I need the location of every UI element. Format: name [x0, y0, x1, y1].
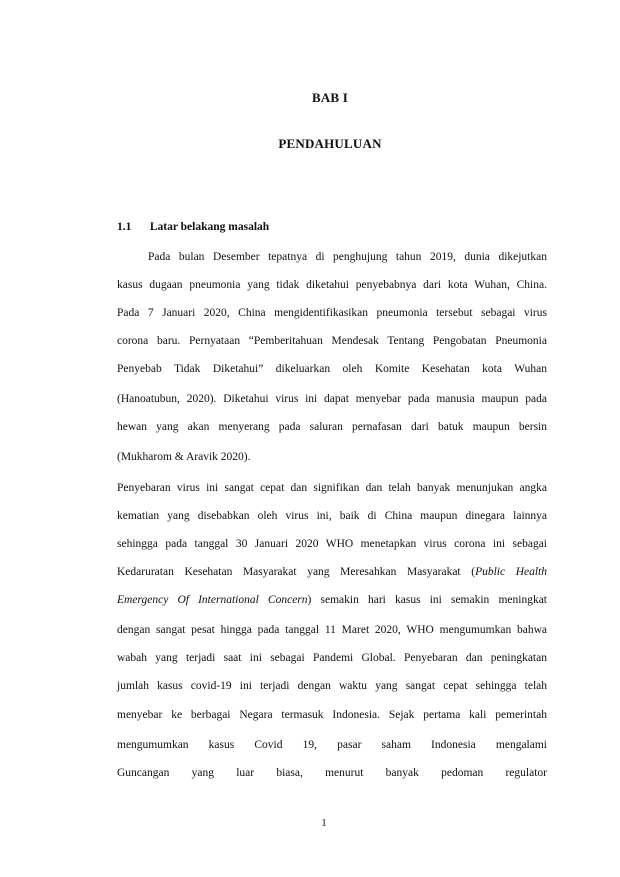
paragraph-line: (Hanoatubun, 2020). Diketahui virus ini dapat menyebar pada manusia maupun pada — [117, 393, 547, 405]
italic-span: Public Health — [475, 566, 547, 578]
paragraph-line: (Mukharom & Aravik 2020). — [117, 451, 251, 463]
paragraph-line: Guncangan yang luar biasa, menurut banyak pedoman regulator — [117, 767, 547, 779]
paragraph-line: Penyebab Tidak Diketahui” dikeluarkan oleh Komite Kesehatan kota Wuhan — [117, 363, 547, 375]
paragraph-line: corona baru. Pernyataan “Pemberitahuan Mendesak Tentang Pengobatan Pneumonia — [117, 335, 547, 347]
section-heading — [117, 221, 269, 233]
paragraph-line: menyebar ke berbagai Negara termasuk Indonesia. Sejak pertama kali pemerintah — [117, 709, 547, 721]
paragraph-line — [117, 565, 547, 579]
paragraph-line: Penyebaran virus ini sangat cepat dan signifikan dan telah banyak menunjukan angka — [117, 482, 547, 494]
paragraph-line: hewan yang akan menyerang pada saluran pernafasan dari batuk maupun bersin — [117, 421, 547, 433]
paragraph-line: jumlah kasus covid-19 ini terjadi dengan waktu yang sangat cepat sehingga telah — [117, 680, 547, 692]
section-number: 1.1 — [117, 221, 132, 233]
paragraph-line: wabah yang terjadi saat ini sebagai Pandemi Global. Penyebaran dan peningkatan — [117, 652, 547, 664]
chapter-subtitle: PENDAHULUAN — [278, 136, 382, 151]
text-span: ) semakin hari kasus ini semakin meningkat — [307, 594, 547, 606]
page-number: 1 — [321, 817, 327, 829]
text-span: Kedaruratan Kesehatan Masyarakat yang Meresahkan Masyarakat ( — [117, 566, 476, 578]
section-title: Latar belakang masalah — [149, 221, 270, 233]
paragraph-line: sehingga pada tanggal 30 Januari 2020 WHO menetapkan virus corona ini sebagai — [117, 538, 547, 550]
paragraph-line: Pada 7 Januari 2020, China mengidentifikasikan pneumonia tersebut sebagai virus — [117, 307, 547, 319]
paragraph-line: mengumumkan kasus Covid 19, pasar saham Indonesia mengalami — [117, 739, 547, 751]
paragraph-line: Pada bulan Desember tepatnya di penghujung tahun 2019, dunia dikejutkan — [148, 251, 547, 263]
paragraph-line — [117, 593, 547, 607]
paragraph-line: kasus dugaan pneumonia yang tidak diketahui penyebabnya dari kota Wuhan, China. — [117, 279, 547, 291]
paragraph-line: dengan sangat pesat hingga pada tanggal 11 Maret 2020, WHO mengumumkan bahwa — [117, 624, 547, 636]
paragraph-line: kematian yang disebabkan oleh virus ini, baik di China maupun dinegara lainnya — [117, 510, 547, 522]
chapter-title: BAB I — [311, 90, 349, 105]
italic-span: Emergency Of International Concern — [117, 594, 308, 606]
